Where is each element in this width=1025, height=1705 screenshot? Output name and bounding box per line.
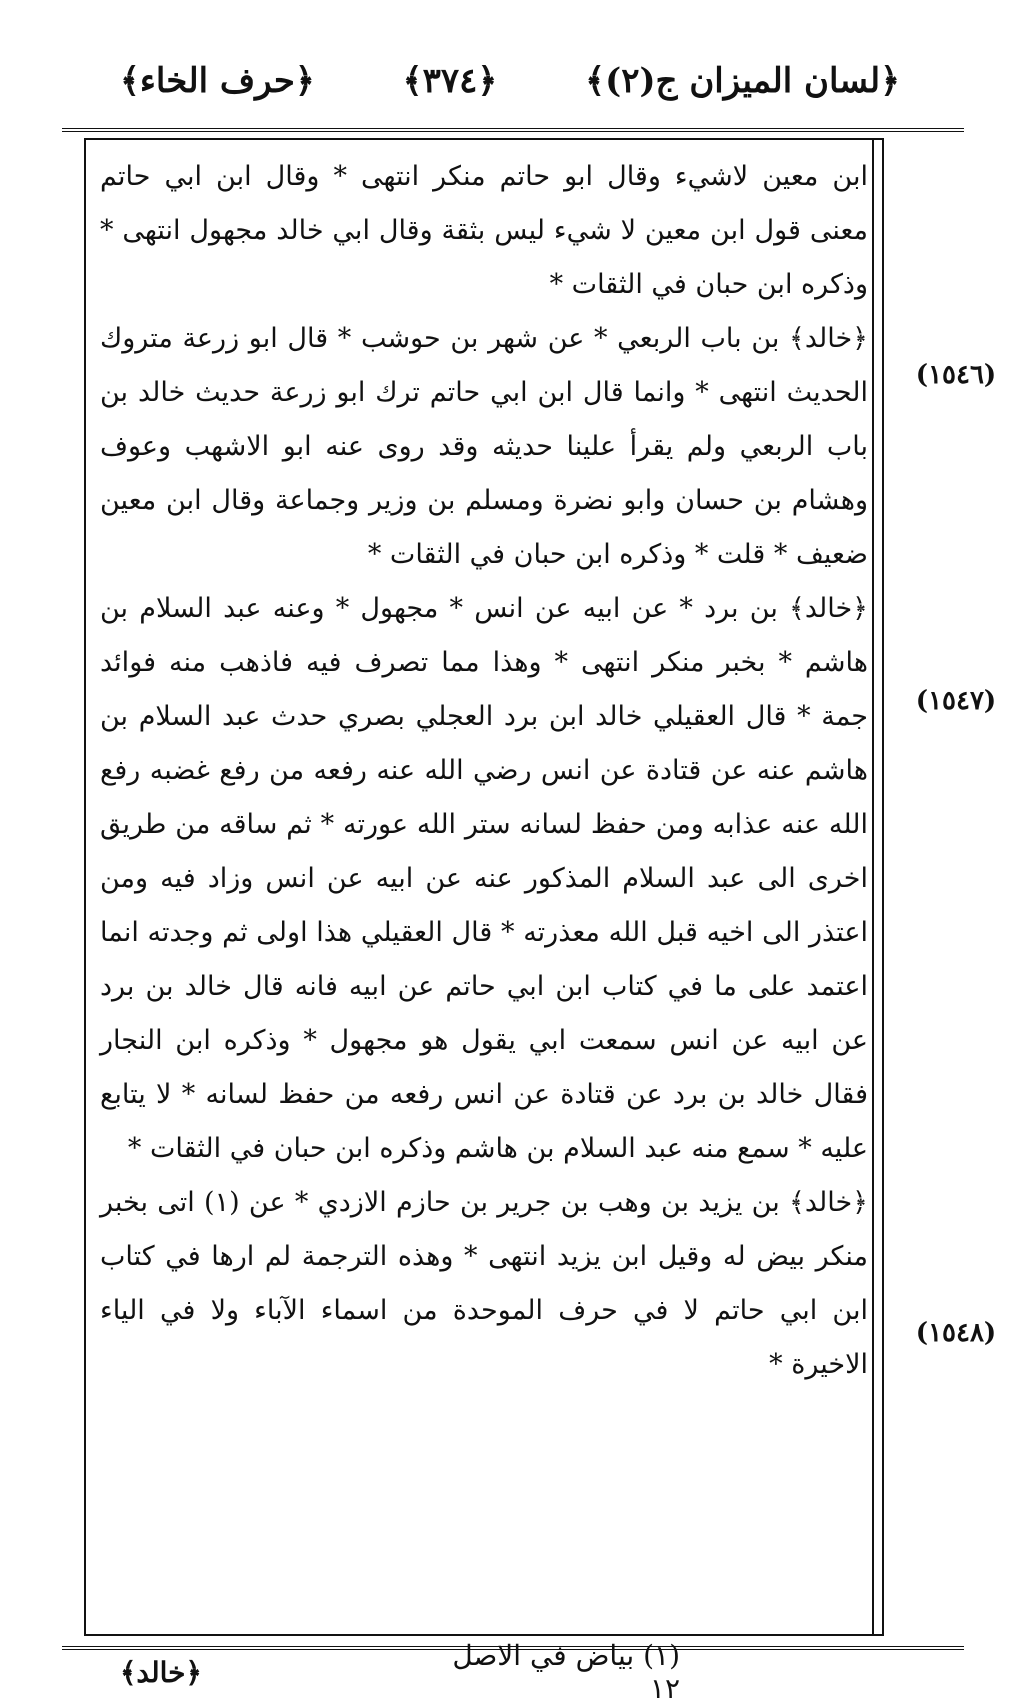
body-text: [100, 150, 868, 1630]
entry-number-1548: (١٥٤٨): [915, 1318, 997, 1348]
entry-1546: ﴿خالد﴾ بن باب الربعي * عن شهر بن حوشب * قال ابو زرعة متروك الحديث انتهى * وانما قال ابن ابي حاتم ترك ابو زرعة حديث خالد بن باب الربعي ولم يقرأ علينا حديثه وقد روى عنه ابو الاشهب وعوف وهشام بن حسان وابو نضرة ومسلم بن وزير وجماعة وقال ابن معين ضعيف * قلت * وذكره ابن حبان في الثقات *: [100, 323, 868, 570]
page-number: ﴿٣٧٤﴾: [402, 60, 498, 101]
entry-continuation: ابن معين لاشيء وقال ابو حاتم منكر انتهى * وقال ابن ابي حاتم معنى قول ابن معين لا شيء ليس بثقة وقال ابي خالد مجهول انتهى * وذكره ابن حبان في الثقات *: [100, 161, 868, 300]
section-title: ﴿حرف الخاء﴾: [120, 60, 315, 101]
entry-number-1547: (١٥٤٧): [915, 686, 997, 716]
footnote: (١) بياض في الاصل ١٢: [452, 1639, 680, 1705]
page-header: [120, 50, 900, 110]
entry-1547: ﴿خالد﴾ بن برد * عن ابيه عن انس * مجهول * وعنه عبد السلام بن هاشم * بخبر منكر انتهى * وهذا مما تصرف فيه فاذهب منه فوائد جمة * قال العقيلي خالد ابن برد العجلي بصري حدث عبد السلام بن هاشم عنه عن قتادة عن انس رضي الله عنه رفعه من رفع غضبه رفع الله عنه عذابه ومن حفظ لسانه ستر الله عورته * ثم ساقه من طريق اخرى الى عبد السلام المذكور عنه عن ابيه عن انس وزاد فيه ومن اعتذر الى اخيه قبل الله معذرته * قال العقيلي هذا اولى ثم وجدته انما اعتمد على ما في كتاب ابن ابي حاتم عن ابيه فانه قال خالد بن برد عن ابيه عن انس سمعت ابي يقول هو مجهول * وذكره ابن النجار فقال خالد بن برد عن قتادة عن انس رفعه من حفظ لسانه * لا يتابع عليه * سمع منه عبد السلام بن هاشم وذكره ابن حبان في الثقات *: [100, 593, 868, 1164]
catchword: ﴿خالد﴾: [120, 1655, 202, 1689]
entry-number-1546: (١٥٤٦): [915, 360, 997, 390]
book-title: ﴿لسان الميزان ج(٢)﴾: [585, 60, 900, 101]
entry-1548: ﴿خالد﴾ بن يزيد بن وهب بن جرير بن حازم الازدي * عن (١) اتى بخبر منكر بيض له وقيل ابن يزيد انتهى * وهذه الترجمة لم ارها في كتاب ابن ابي حاتم لا في حرف الموحدة من اسماء الآباء ولا في الياء الاخيرة *: [100, 1187, 868, 1380]
page-footer: [120, 1639, 920, 1705]
